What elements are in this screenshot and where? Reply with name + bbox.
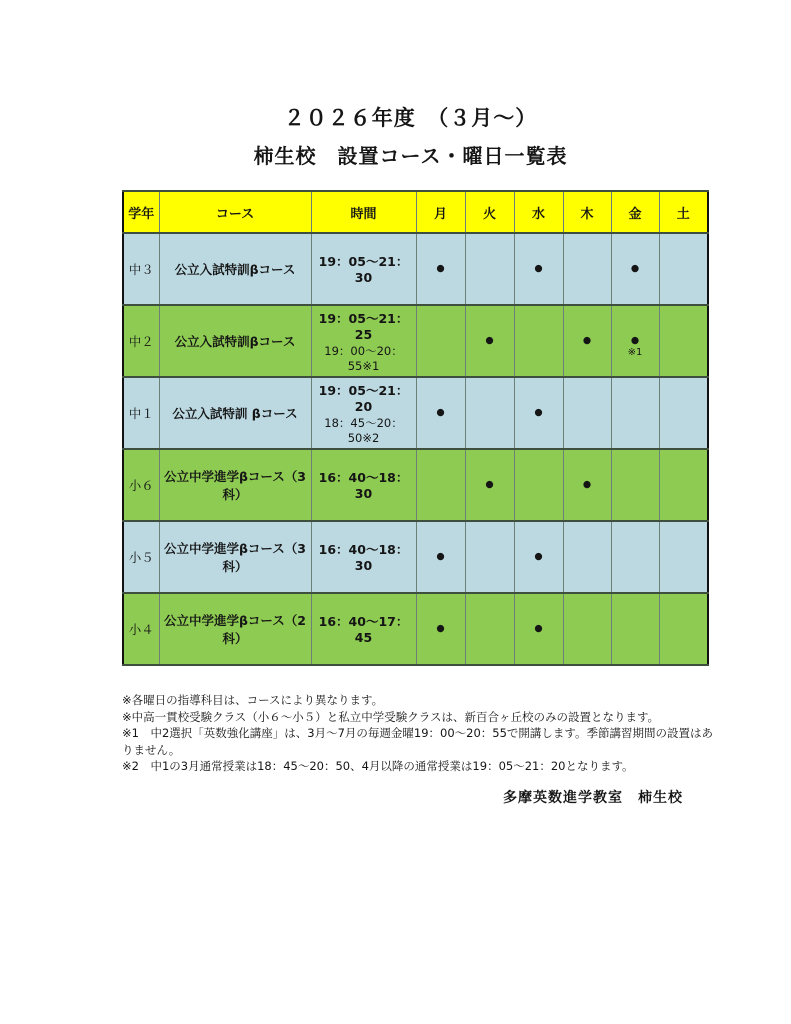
footnotes-block [122, 692, 722, 775]
table-row-chu3 [123, 233, 708, 305]
day-mark: ● [630, 263, 640, 275]
day-cell-fri [611, 377, 659, 449]
time-main: 19：05～21：30 [318, 254, 409, 285]
day-cell-sat [659, 233, 708, 305]
day-cell-sat [659, 377, 708, 449]
day-cell-tue: ● [465, 449, 514, 521]
time-sub: 18：45～20：50※2 [324, 416, 403, 445]
header-cell-time: 時間 [311, 191, 416, 233]
footnote: ※1 中2選択「英数強化講座」は、3月～7月の毎週金曜19：00～20：55で開講します。季節講習期間の設置はありません。 [122, 726, 714, 757]
day-cell-sat [659, 521, 708, 593]
time-cell [311, 593, 416, 665]
time-cell [311, 377, 416, 449]
day-cell-mon: ● [416, 521, 465, 593]
footnote: ※各曜日の指導科目は、コースにより異なります。 [122, 693, 384, 707]
course-cell: 公立中学進学βコース（3科） [159, 449, 311, 521]
time-cell [311, 521, 416, 593]
grade-cell: 小４ [123, 593, 159, 665]
course-cell: 公立入試特訓 βコース [159, 377, 311, 449]
day-cell-wed: ● [514, 233, 563, 305]
day-cell-wed [514, 449, 563, 521]
header-cell-fri: 金 [611, 191, 659, 233]
grade-cell: 小５ [123, 521, 159, 593]
day-cell-wed: ● [514, 377, 563, 449]
time-main: 19：05～21：20 [318, 383, 409, 414]
table-row-sho5 [123, 521, 708, 593]
course-cell: 公立入試特訓βコース [159, 305, 311, 377]
time-main: 19：05～21：25 [318, 311, 409, 342]
time-sub: 19：00～20：55※1 [324, 344, 403, 373]
time-cell [311, 449, 416, 521]
day-cell-fri [611, 593, 659, 665]
table-row-chu2 [123, 305, 708, 377]
day-mark: ● [630, 335, 640, 347]
day-cell-thu [563, 521, 611, 593]
day-cell-tue [465, 377, 514, 449]
header-cell-wed: 水 [514, 191, 563, 233]
grade-cell: 中２ [123, 305, 159, 377]
day-cell-sat [659, 593, 708, 665]
school-name: 多摩英数進学教室 柿生校 [503, 790, 683, 806]
header-cell-grade: 学年 [123, 191, 159, 233]
day-note: ※1 [627, 347, 643, 358]
day-cell-sat [659, 449, 708, 521]
table-row-chu1 [123, 377, 708, 449]
day-cell-thu [563, 233, 611, 305]
day-cell-tue: ● [465, 305, 514, 377]
course-cell: 公立中学進学βコース（2科） [159, 593, 311, 665]
header-cell-sat: 土 [659, 191, 708, 233]
footnote: ※中高一貫校受験クラス（小６～小５）と私立中学受験クラスは、新百合ヶ丘校のみの設置となります。 [122, 709, 660, 724]
time-main: 16：40～18：30 [318, 542, 409, 573]
time-main: 16：40～17：45 [318, 614, 409, 645]
grade-cell: 中３ [123, 233, 159, 305]
day-cell-fri [611, 449, 659, 521]
day-cell-fri [611, 521, 659, 593]
course-cell: 公立入試特訓βコース [159, 233, 311, 305]
day-cell-tue [465, 521, 514, 593]
day-cell-fri [611, 305, 659, 377]
day-cell-wed [514, 305, 563, 377]
header-cell-thu: 木 [563, 191, 611, 233]
grade-cell: 小６ [123, 449, 159, 521]
day-cell-thu: ● [563, 449, 611, 521]
day-cell-tue [465, 593, 514, 665]
page-title-year: ２０２６年度 （３月～） [283, 106, 538, 130]
day-cell-mon: ● [416, 377, 465, 449]
header-cell-course: コース [159, 191, 311, 233]
day-cell-thu [563, 377, 611, 449]
header-cell-tue: 火 [465, 191, 514, 233]
time-cell [311, 305, 416, 377]
footnote: ※2 中1の3月通常授業は18：45～20：50、4月以降の通常授業は19：05～21：20となります。 [122, 759, 634, 773]
day-cell-mon: ● [416, 233, 465, 305]
day-cell-wed: ● [514, 593, 563, 665]
day-cell-fri [611, 233, 659, 305]
day-cell-mon [416, 305, 465, 377]
header-cell-mon: 月 [416, 191, 465, 233]
day-cell-mon [416, 449, 465, 521]
time-main: 16：40～18：30 [318, 470, 409, 501]
day-cell-sat [659, 305, 708, 377]
table-row-sho6 [123, 449, 708, 521]
time-cell [311, 233, 416, 305]
page-title-school: 柿生校 設置コース・曜日一覧表 [253, 144, 568, 168]
day-cell-tue [465, 233, 514, 305]
grade-cell: 中１ [123, 377, 159, 449]
day-cell-mon: ● [416, 593, 465, 665]
day-cell-thu [563, 593, 611, 665]
day-cell-thu: ● [563, 305, 611, 377]
day-cell-wed: ● [514, 521, 563, 593]
table-header-row [123, 191, 708, 233]
title-block [0, 102, 791, 169]
course-schedule-table [122, 190, 709, 666]
course-cell: 公立中学進学βコース（3科） [159, 521, 311, 593]
table-row-sho4 [123, 593, 708, 665]
